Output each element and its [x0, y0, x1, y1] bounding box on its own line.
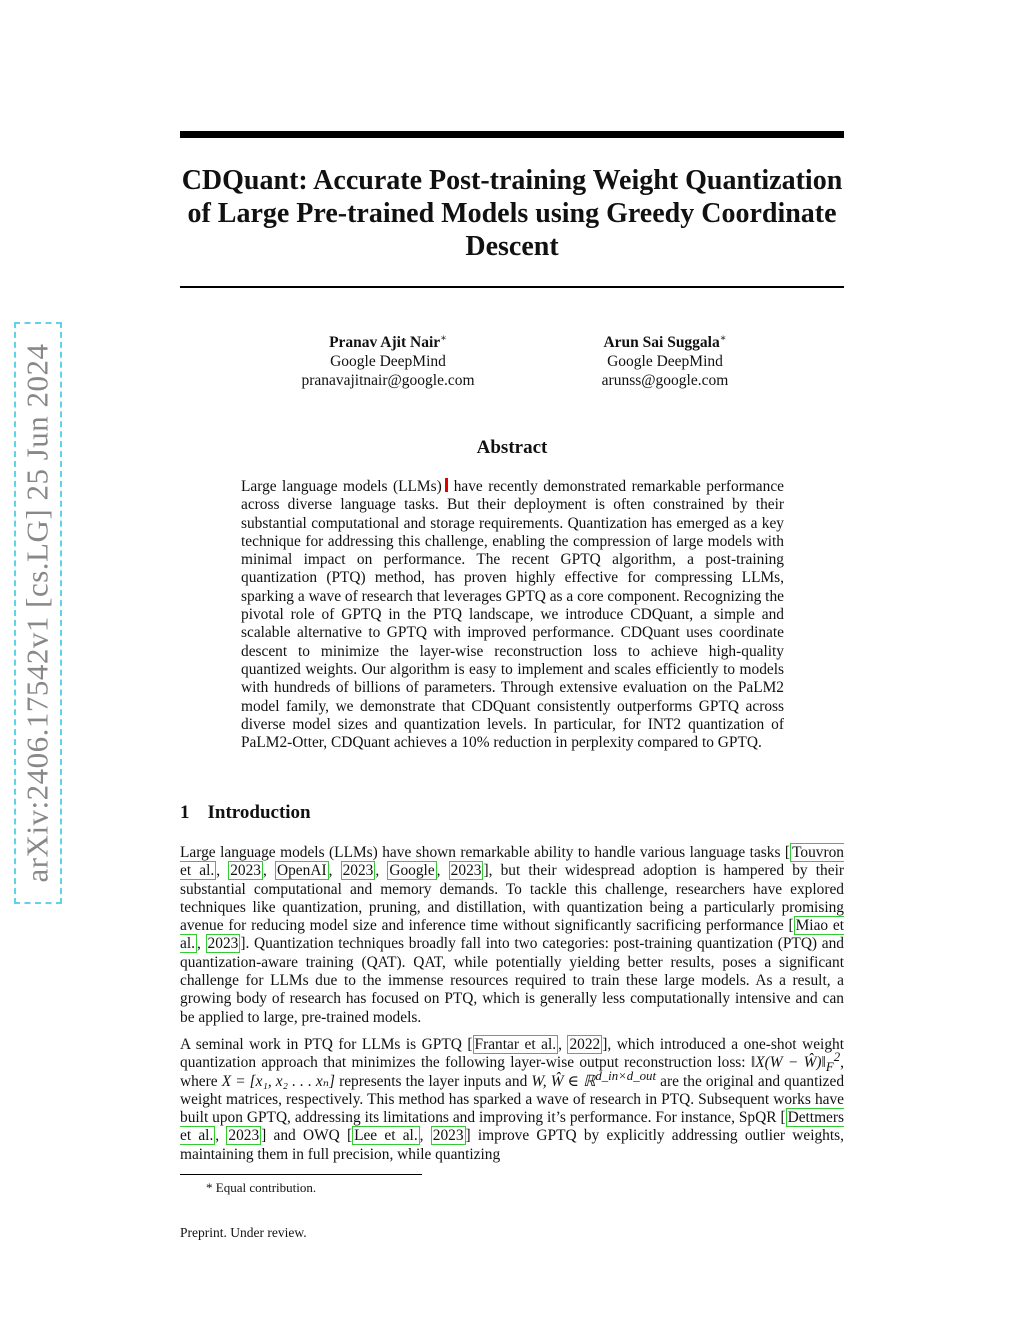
math-superscript: d_in×d_out	[595, 1068, 657, 1083]
abstract-text-rest: have recently demonstrated remarkable performance across diverse language tasks. But their deployment is often constrained by their substantial computational and storage requirements. Quantization has emerged as a key technique for addressing this challenge, enabling the compression of large models with minimal impact on performance. The recent GPTQ algorithm, a post-training quantization (PTQ) method, has proven highly effective for compressing LLMs, sparking a wave of research that leverages GPTQ as a core component. Recognizing the pivotal role of GPTQ in the PTQ landscape, we introduce CDQuant, a simple and scalable alternative to GPTQ with improved performance. CDQuant uses coordinate descent to minimize the layer-wise reconstruction loss to achieve high-quality quantized weights. Our algorithm is easy to implement and scales efficiently to models with hundreds of billions of parameters. Through extensive evaluation on the PaLM2 model family, we demonstrate that CDQuant consistently outperforms GPTQ across diverse model sizes and quantization levels. In particular, for INT2 quantization of PaLM2-Otter, CDQuant achieves a 10% reduction in perplexity compared to GPTQ.	[241, 478, 785, 752]
title-bottom-rule	[180, 286, 844, 288]
math-expression: ‖X(W − Ŵ)‖	[750, 1054, 826, 1072]
paragraph-text: ], which introduced a one-shot weight quantization approach that minimizes the following layer-wise output reconstruction loss:	[180, 1036, 844, 1072]
citation-separator: ,	[558, 1036, 568, 1053]
citation-separator: ,	[375, 862, 388, 880]
citation-separator: ,	[436, 862, 449, 880]
author-name: Pranav Ajit Nair	[329, 334, 441, 351]
paragraph-text: are the original and quantized weight matrices, respectively. This method has sparked a wave of research in PTQ. Subsequent works have built upon GPTQ, addressing its limitations and improving it’s performance. For instance, SpQR [	[180, 1072, 845, 1127]
abstract-body	[241, 478, 784, 752]
link-box-marker[interactable]	[445, 478, 448, 492]
citation-link[interactable]: Miao et al.	[180, 917, 844, 953]
paragraph-text: A seminal work in PTQ for LLMs is GPTQ [	[180, 1036, 473, 1053]
author-affiliation: Google DeepMind	[330, 353, 446, 370]
author-block-2	[560, 333, 770, 390]
citation-separator: ,	[419, 1127, 431, 1145]
abstract-heading: Abstract	[476, 437, 548, 458]
citation-link[interactable]: 2023	[207, 935, 239, 953]
citation-link[interactable]: OpenAI	[277, 862, 327, 880]
equal-contribution-mark: ∗	[719, 332, 727, 344]
equal-contribution-mark: ∗	[440, 332, 447, 344]
citation-link[interactable]: 2022	[569, 1036, 601, 1053]
footnote-rule	[180, 1174, 422, 1175]
math-subscript: F	[825, 1060, 834, 1075]
paragraph-text: represents the layer inputs and	[334, 1072, 532, 1090]
citation-link[interactable]: Google	[389, 862, 435, 880]
title-top-rule	[180, 131, 844, 138]
intro-paragraph-1	[180, 844, 844, 1027]
citation-link[interactable]: Dettmers et al.	[180, 1109, 844, 1145]
author-email[interactable]: arunss@google.com	[601, 372, 729, 389]
author-block-1	[270, 333, 506, 390]
author-affiliation: Google DeepMind	[607, 353, 723, 370]
math-reconstruction-loss	[750, 1050, 841, 1075]
arxiv-identifier: arXiv:2406.17542v1 [cs.LG] 25 Jun 2024	[20, 343, 55, 883]
author-name: Arun Sai Suggala	[603, 334, 720, 351]
citation-separator: ,	[263, 862, 275, 880]
citation-link[interactable]: 2023	[450, 862, 482, 880]
citation-link[interactable]: 2023	[230, 862, 261, 880]
citation-link[interactable]: 2023	[228, 1127, 260, 1145]
citation-separator: ,	[216, 862, 229, 880]
arxiv-identifier-box	[14, 322, 62, 904]
citation-separator: ,	[328, 862, 341, 880]
section-number: 1	[180, 802, 190, 823]
citation-link[interactable]: Frantar et al.	[474, 1036, 557, 1053]
citation-link[interactable]: Lee et al.	[354, 1127, 418, 1145]
math-superscript: 2	[833, 1050, 841, 1065]
math-expression: W, Ŵ ∈ ℝ	[531, 1072, 596, 1090]
intro-paragraph-2	[180, 1036, 844, 1164]
paragraph-text: , where	[180, 1054, 844, 1090]
section-title: Introduction	[207, 802, 311, 823]
preprint-note: Preprint. Under review.	[180, 1225, 307, 1240]
math-weight-matrices	[531, 1068, 657, 1090]
paragraph-text: Large language models (LLMs) have shown remarkable ability to handle various language tasks [	[180, 844, 791, 861]
paragraph-text: ] improve GPTQ by explicitly addressing outlier weights, maintaining them in full precision, while quantizing	[180, 1127, 844, 1163]
section-heading-introduction	[180, 802, 311, 824]
citation-link[interactable]: 2023	[432, 1127, 464, 1145]
math-layer-inputs: X = [x₁, x₂ . . . xₙ]	[221, 1072, 335, 1090]
paragraph-text: ] and OWQ [	[261, 1127, 353, 1145]
paper-title: CDQuant: Accurate Post-training Weight Quantization of Large Pre-trained Models using Greedy Coordinate Descent	[181, 165, 843, 262]
footnote: * Equal contribution.	[206, 1180, 317, 1195]
author-email[interactable]: pranavajitnair@google.com	[301, 372, 475, 389]
paragraph-text: ], but their widespread adoption is hampered by their substantial computational and memory demands. To tackle this challenge, researchers have explored techniques like quantization, pruning, and distillation, with quantization being a particularly promising avenue for reducing model size and inference time without significantly sacrificing performance [	[180, 862, 844, 935]
paragraph-text: ]. Quantization techniques broadly fall into two categories: post-training quantization (PTQ) and quantization-aware training (QAT). QAT, while potentially yielding better results, poses a significant challenge for LLMs due to the immense resources required to train these large models. As a result, a growing body of research has focused on PTQ, which is generally less computationally intensive and can be applied to large, pre-trained models.	[180, 935, 844, 1026]
citation-separator: ,	[196, 935, 206, 953]
citation-separator: ,	[215, 1127, 227, 1145]
abstract-text-start: Large language models (LLMs)	[241, 478, 442, 495]
citation-link[interactable]: Touvron et al.	[180, 844, 844, 880]
citation-link[interactable]: 2023	[342, 862, 374, 880]
